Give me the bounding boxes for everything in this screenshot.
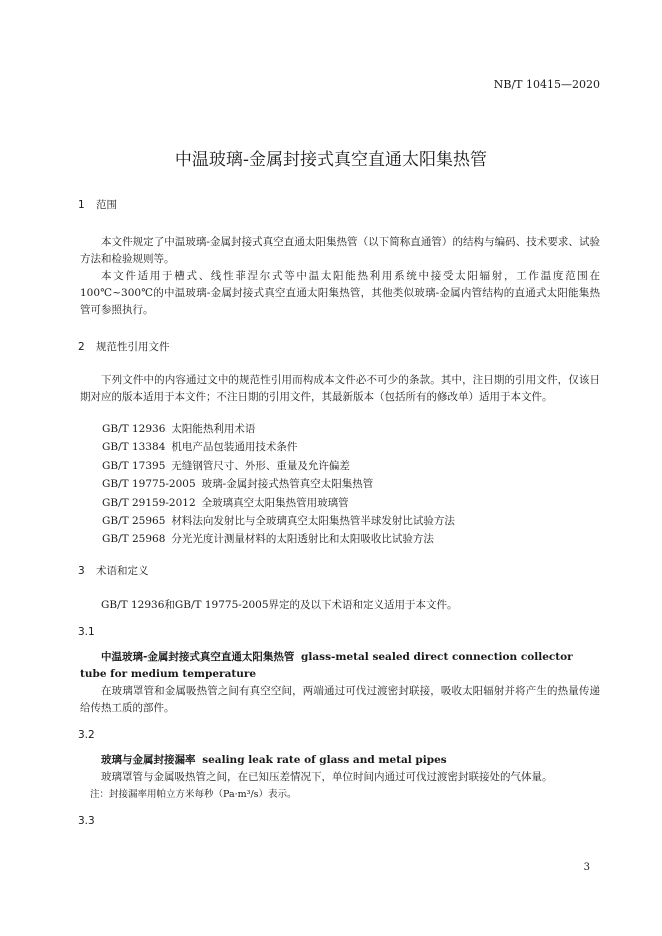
section-2-heading bbox=[78, 339, 170, 354]
reference-title: 无缝钢管尺寸、外形、重量及允许偏差 bbox=[171, 459, 350, 472]
term-chinese: 玻璃与金属封接漏率 bbox=[101, 754, 196, 766]
page-number: 3 bbox=[583, 862, 590, 873]
scope-body bbox=[80, 234, 600, 319]
reference-title: 玻璃-金属封接式热管真空太阳集热管 bbox=[201, 478, 374, 491]
reference-item bbox=[102, 475, 455, 493]
term-english: sealing leak rate of glass and metal pipes bbox=[202, 754, 447, 766]
clause-3-1-number: 3.1 bbox=[78, 626, 95, 638]
section-number: 1 bbox=[78, 199, 85, 211]
standard-code: NB/T 10415—2020 bbox=[493, 78, 600, 91]
normative-intro-text: 下列文件中的内容通过文中的规范性引用而构成本文件必不可少的条款。其中，注日期的引用文件，仅该日期对应的版本适用于本文件；不注日期的引用文件，其最新版本（包括所有的修改单）适用于本文件。 bbox=[80, 374, 600, 403]
document-title: 中温玻璃-金属封接式真空直通太阳集热管 bbox=[174, 150, 488, 170]
terms-intro-text: GB/T 12936和GB/T 19775-2005界定的及以下术语和定义适用于本文件。 bbox=[101, 599, 458, 611]
reference-code: GB/T 17395 bbox=[102, 459, 166, 472]
reference-title: 太阳能热利用术语 bbox=[171, 423, 256, 435]
clause-3-2-number: 3.2 bbox=[78, 729, 95, 741]
reference-code: GB/T 25968 bbox=[102, 533, 166, 546]
section-3-heading bbox=[78, 563, 149, 578]
reference-title: 机电产品包装通用技术条件 bbox=[171, 441, 298, 454]
term-3-1 bbox=[80, 649, 600, 717]
term-3-2 bbox=[80, 752, 600, 803]
reference-title: 全玻璃真空太阳集热管用玻璃管 bbox=[201, 496, 349, 509]
term-definition: 在玻璃罩管和金属吸热管之间有真空空间，两端通过可伐过渡密封联接，吸收太阳辐射并将产生的热量传递给传热工质的部件。 bbox=[80, 685, 600, 714]
term-heading bbox=[80, 649, 600, 683]
section-title: 规范性引用文件 bbox=[96, 341, 170, 353]
reference-item bbox=[102, 494, 455, 512]
reference-item bbox=[102, 420, 455, 438]
reference-list bbox=[102, 420, 455, 549]
terms-intro bbox=[80, 597, 600, 614]
term-chinese: 中温玻璃-金属封接式真空直通太阳集热管 bbox=[101, 651, 295, 663]
reference-code: GB/T 25965 bbox=[102, 515, 166, 528]
term-note: 注：封接漏率用帕立方米每秒（Pa·m³/s）表示。 bbox=[90, 789, 297, 800]
reference-item bbox=[102, 512, 455, 530]
scope-paragraph-2: 本文件适用于槽式、线性菲涅尔式等中温太阳能热利用系统中接受太阳辐射，工作温度范围在100℃~300℃的中温玻璃-金属封接式真空直通太阳集热管，其他类似玻璃-金属内管结构的直通式太阳能集热管可参照执行。 bbox=[80, 270, 600, 316]
reference-code: GB/T 12936 bbox=[102, 423, 166, 435]
reference-title: 分光光度计测量材料的太阳透射比和太阳吸收比试验方法 bbox=[171, 533, 434, 546]
normative-intro bbox=[80, 372, 600, 406]
reference-code: GB/T 19775-2005 bbox=[102, 478, 196, 491]
term-heading bbox=[80, 752, 600, 769]
reference-code: GB/T 13384 bbox=[102, 441, 166, 454]
term-english: glass-metal sealed direct connection collector tube for medium temperature bbox=[80, 651, 573, 680]
section-number: 2 bbox=[78, 341, 85, 353]
reference-item bbox=[102, 438, 455, 456]
section-1-heading bbox=[78, 197, 117, 212]
reference-title: 材料法向发射比与全玻璃真空太阳集热管半球发射比试验方法 bbox=[171, 515, 455, 528]
term-definition: 玻璃罩管与金属吸热管之间，在已知压差情况下，单位时间内通过可伐过渡密封联接处的气体量。 bbox=[101, 771, 553, 783]
section-title: 范围 bbox=[96, 199, 117, 211]
scope-paragraph-1: 本文件规定了中温玻璃-金属封接式真空直通太阳集热管（以下简称直通管）的结构与编码、技术要求、试验方法和检验规则等。 bbox=[80, 236, 600, 265]
section-number: 3 bbox=[78, 565, 85, 577]
reference-item bbox=[102, 457, 455, 475]
reference-item bbox=[102, 530, 455, 548]
reference-code: GB/T 29159-2012 bbox=[102, 496, 196, 509]
clause-3-3-number: 3.3 bbox=[78, 815, 95, 827]
section-title: 术语和定义 bbox=[96, 565, 149, 577]
